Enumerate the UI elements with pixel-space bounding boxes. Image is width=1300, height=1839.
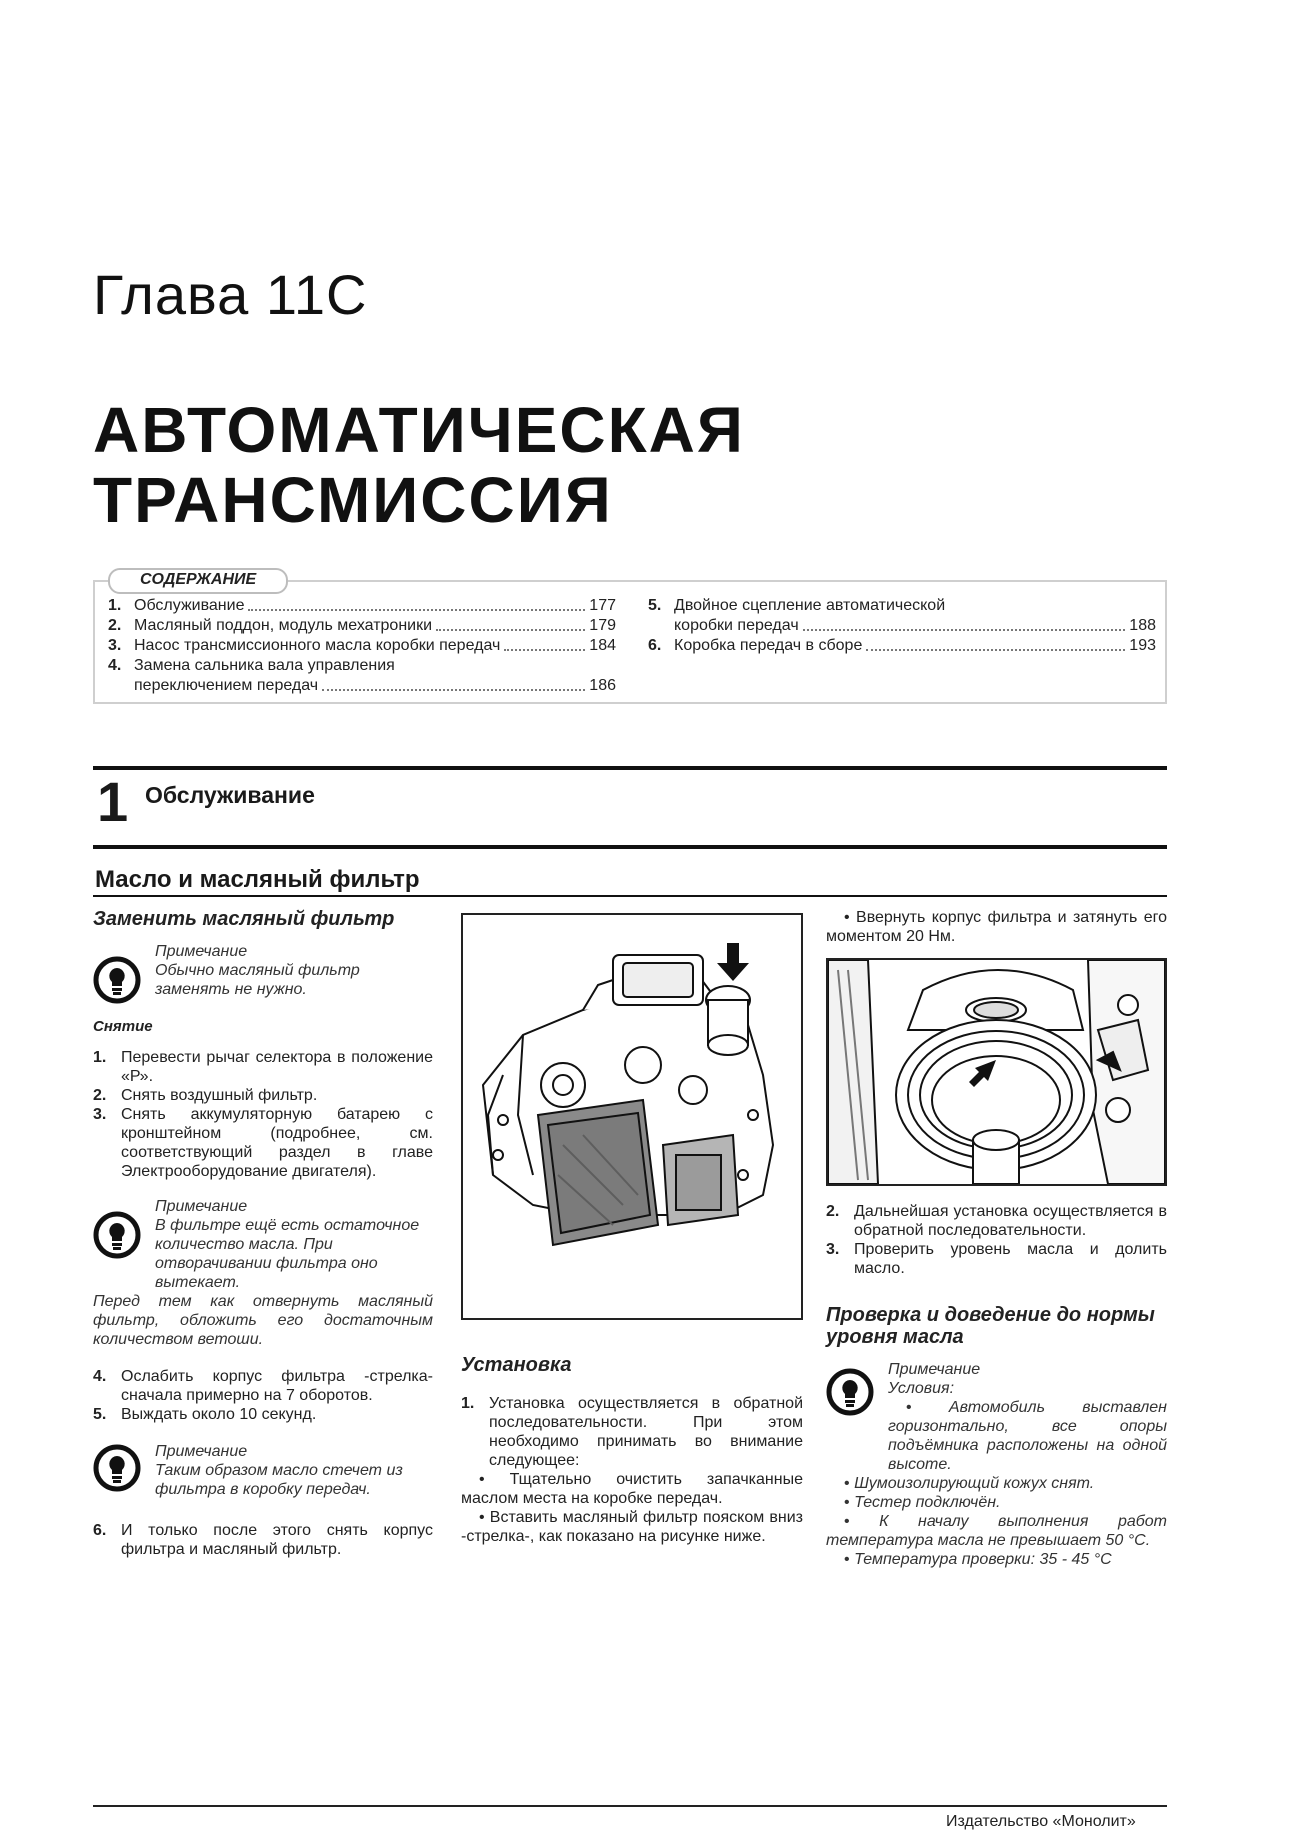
note-bullets-cont: [826, 1474, 1167, 1569]
note-block: [826, 1360, 1167, 1474]
note-title: Примечание: [155, 1443, 248, 1460]
toc-item-number: 2.: [108, 617, 122, 634]
toc-item[interactable]: [648, 636, 1156, 656]
removal-steps-final: [93, 1521, 433, 1559]
toc-item[interactable]: [108, 616, 616, 636]
column-heading: Заменить масляный фильтр: [93, 908, 395, 930]
note-block: [93, 1442, 433, 1499]
section-bottom-rule: [93, 845, 1167, 849]
bulb-icon: [93, 1211, 141, 1259]
figure-transmission: [461, 913, 803, 1320]
footer-rule: [93, 1805, 1167, 1807]
toc-item-page: 179: [589, 617, 616, 634]
chapter-title-line2: ТРАНСМИССИЯ: [93, 464, 613, 536]
toc-item-text: Масляный поддон, модуль мехатроники: [134, 617, 433, 634]
note-block: [93, 942, 433, 999]
step-item: 2. Дальнейшая установка осуществляется в обратной последовательности.: [826, 1203, 1167, 1239]
note-bullet: • Тестер подключён.: [844, 1494, 1001, 1511]
section-number: 1: [97, 770, 129, 833]
toc-item-number: 4.: [108, 657, 122, 674]
chapter-title: [93, 395, 745, 535]
step-item: 3. Снять аккумуляторную батарею с кронштейном (подробнее, см. соответствующий раздел в главе Электрооборудование двигателя).: [93, 1106, 433, 1180]
toc-item-number: 1.: [108, 597, 122, 614]
toc-leader-dots: [436, 629, 585, 631]
toc-leader-dots: [866, 649, 1125, 651]
note-title: Примечание: [888, 1361, 981, 1378]
chapter-label: Глава 11С: [93, 263, 368, 326]
toc-item-text: Обслуживание: [134, 597, 245, 614]
step-item: 1. Установка осуществляется в обратной последовательности. При этом необходимо принимать во внимание следующее:: [461, 1395, 803, 1469]
note-text: Таким образом масло стечет из фильтра в коробку передач.: [155, 1462, 403, 1498]
note-conditions: Условия:: [888, 1380, 955, 1397]
note-text-cont: Перед тем как отвернуть масляный фильтр, обложить его достаточным количеством ветоши.: [93, 1293, 433, 1348]
toc-item-number: 3.: [108, 637, 122, 654]
removal-steps: [93, 1048, 433, 1181]
filter-housing-illustration: [828, 960, 1165, 1184]
note-title: Примечание: [155, 943, 248, 960]
section-title: Обслуживание: [145, 782, 315, 808]
toc-item-text: Замена сальника вала управления: [134, 657, 395, 674]
chapter-title-line1: АВТОМАТИЧЕСКАЯ: [93, 394, 745, 466]
toc-item-page: 186: [589, 677, 616, 694]
toc-item[interactable]: [108, 596, 616, 616]
note-text: В фильтре ещё есть остаточное количество масла. При отворачивании фильтра оно вытекает.: [155, 1217, 420, 1291]
note-title: Примечание: [155, 1198, 248, 1215]
toc-left-column: [108, 596, 616, 696]
toc-item-text-cont: переключением передач: [134, 677, 319, 694]
note-bullet: • Шумоизолирующий кожух снят.: [844, 1475, 1095, 1492]
toc-leader-dots: [248, 609, 585, 611]
column-3-top: [826, 908, 1167, 946]
toc-leader-dots: [803, 629, 1126, 631]
bulb-icon: [826, 1368, 874, 1416]
removal-steps-cont: [93, 1367, 433, 1424]
toc-leader-dots: [322, 689, 585, 691]
toc-item-number: 5.: [648, 597, 662, 614]
bulb-icon: [93, 1444, 141, 1492]
bullet-item: • Тщательно очистить запачканные маслом места на коробке передач.: [461, 1471, 803, 1507]
toc-item[interactable]: [108, 656, 616, 696]
toc-item-page: 177: [589, 597, 616, 614]
toc-item-text: Насос трансмиссионного масла коробки передач: [134, 637, 501, 654]
section-top-rule: [93, 766, 1167, 770]
bullet-item: • Ввернуть корпус фильтра и затянуть его моментом 20 Нм.: [826, 909, 1167, 945]
toc-item[interactable]: [108, 636, 616, 656]
toc-right-column: [648, 596, 1156, 656]
removal-heading: Снятие: [93, 1018, 153, 1035]
bulb-icon: [93, 956, 141, 1004]
step-item: 1. Перевести рычаг селектора в положение «Р».: [93, 1049, 433, 1085]
publisher-label: Издательство «Монолит»: [946, 1813, 1136, 1830]
step-item: 4. Ослабить корпус фильтра -стрелка- сначала примерно на 7 оборотов.: [93, 1368, 433, 1404]
toc-leader-dots: [504, 649, 585, 651]
arrow-icon: [717, 943, 749, 981]
toc-item-text-cont: коробки передач: [674, 617, 799, 634]
column-3: [826, 1202, 1167, 1569]
figure-filter-housing: [826, 958, 1167, 1186]
step-item: 6. И только после этого снять корпус фильтра и масляный фильтр.: [93, 1522, 433, 1558]
toc-item-number: 6.: [648, 637, 662, 654]
step-item: 3. Проверить уровень масла и долить масло.: [826, 1241, 1167, 1277]
column-2: [461, 1354, 803, 1546]
subsection-title: Масло и масляный фильтр: [95, 866, 420, 893]
step-item: 5. Выждать около 10 секунд.: [93, 1406, 317, 1423]
transmission-illustration: [463, 915, 801, 1318]
note-block: [93, 1197, 433, 1292]
bullet-item: • Вставить масляный фильтр пояском вниз -стрелка-, как показано на рисунке ниже.: [461, 1509, 804, 1545]
step-item: 2. Снять воздушный фильтр.: [93, 1087, 318, 1104]
toc-item-page: 184: [589, 637, 616, 654]
note-bullet: • Температура проверки: 35 - 45 °С: [844, 1551, 1112, 1568]
note-text: Обычно масляный фильтр заменять не нужно.: [155, 962, 360, 998]
toc-item[interactable]: [648, 596, 1156, 636]
install-heading: Установка: [461, 1354, 572, 1376]
toc-item-page: 188: [1129, 617, 1156, 634]
column-1: [93, 908, 433, 1559]
note-bullet: • Автомобиль выставлен горизонтально, все опоры подъёмника расположены на одной высоте.: [888, 1399, 1167, 1473]
subsection-rule: [93, 895, 1167, 897]
toc-item-page: 193: [1129, 637, 1156, 654]
toc-heading: СОДЕРЖАНИЕ: [108, 568, 288, 594]
toc-item-text: Двойное сцепление автоматической: [674, 597, 946, 614]
toc-item-text: Коробка передач в сборе: [674, 637, 863, 654]
note-bullet: • К началу выполнения работ температура масла не превышает 50 °С.: [826, 1513, 1167, 1549]
oil-level-heading: Проверка и доведение до нормы уровня масла: [826, 1304, 1155, 1348]
